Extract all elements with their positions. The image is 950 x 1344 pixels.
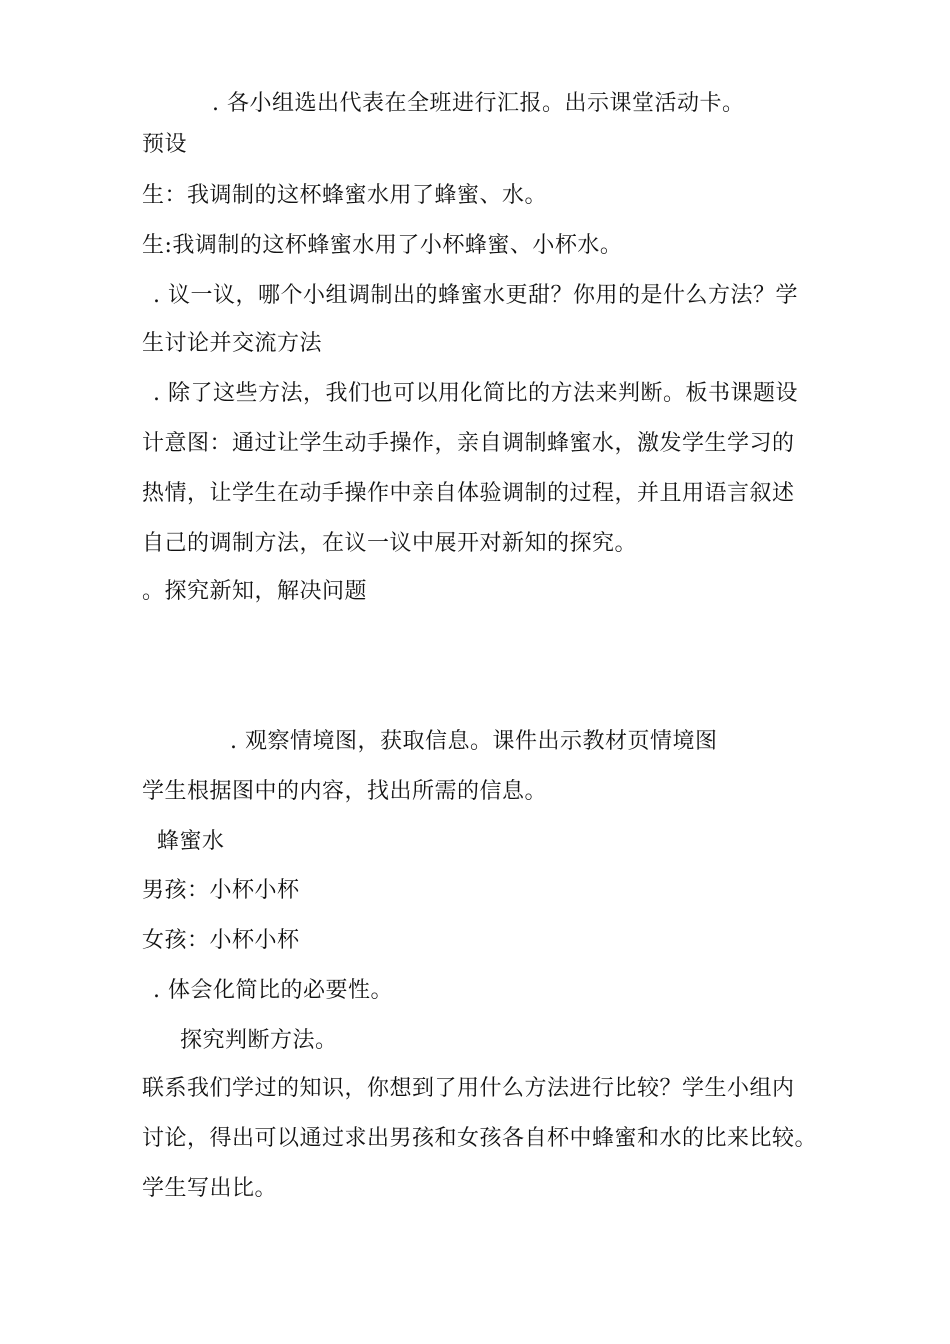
text-line-report: . 各小组选出代表在全班进行汇报。出示课堂活动卡。 bbox=[212, 91, 745, 116]
text-line-student-2: 生:我调制的这杯蜂蜜水用了小杯蜂蜜、小杯水。 bbox=[142, 233, 623, 258]
text-line-design-3: 自己的调制方法，在议一议中展开对新知的探究。 bbox=[142, 531, 638, 556]
text-line-preset: 预设 bbox=[142, 132, 188, 157]
text-line-connect-1: 联系我们学过的知识，你想到了用什么方法进行比较？学生小组内 bbox=[142, 1076, 795, 1101]
text-line-design-2: 热情，让学生在动手操作中亲自体验调制的过程，并且用语言叙述 bbox=[142, 481, 795, 506]
text-line-write-ratio: 学生写出比。 bbox=[142, 1176, 278, 1201]
text-line-observe: . 观察情境图，获取信息。课件出示教材页情境图 bbox=[230, 729, 718, 754]
text-line-find-info: 学生根据图中的内容，找出所需的信息。 bbox=[142, 779, 548, 804]
text-line-design-1: 计意图：通过让学生动手操作，亲自调制蜂蜜水，激发学生学习的 bbox=[142, 431, 795, 456]
text-line-connect-2: 讨论，得出可以通过求出男孩和女孩各自杯中蜂蜜和水的比来比较。 bbox=[142, 1126, 818, 1151]
text-line-method: . 除了这些方法，我们也可以用化简比的方法来判断。板书课题设 bbox=[153, 381, 798, 406]
section-heading-explore: 。探究新知，解决问题 bbox=[142, 579, 368, 604]
text-line-discuss-cont: 生讨论并交流方法 bbox=[142, 331, 323, 356]
text-line-boy: 男孩：小杯小杯 bbox=[142, 878, 300, 903]
text-line-judge-method: 探究判断方法。 bbox=[180, 1028, 338, 1053]
text-line-discuss: . 议一议，哪个小组调制出的蜂蜜水更甜？你用的是什么方法？学 bbox=[153, 283, 798, 308]
text-line-necessity: . 体会化简比的必要性。 bbox=[153, 978, 393, 1003]
text-line-girl: 女孩：小杯小杯 bbox=[142, 928, 300, 953]
text-line-student-1: 生：我调制的这杯蜂蜜水用了蜂蜜、水。 bbox=[142, 183, 548, 208]
text-line-honey-water: 蜂蜜水 bbox=[157, 829, 225, 854]
